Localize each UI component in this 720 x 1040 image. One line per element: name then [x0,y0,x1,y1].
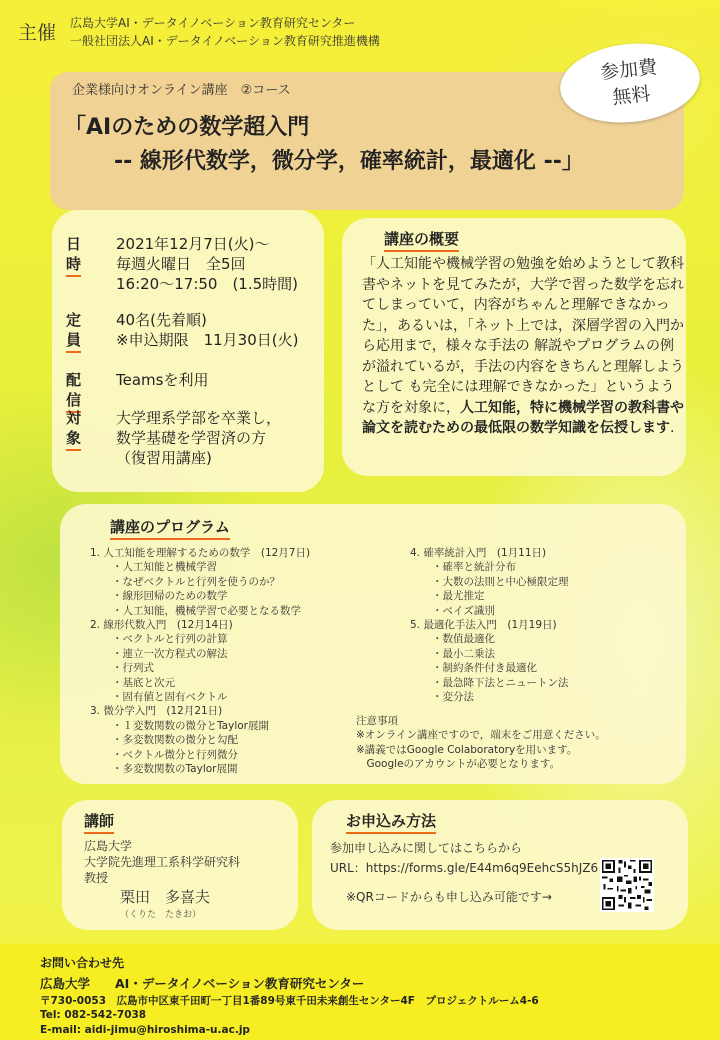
info-delivery-line: Teamsを利用 [116,371,209,389]
apply-card [312,800,688,930]
info-date-key: 日時 [66,234,81,277]
program-session: 4. 確率統計入門 (1月11日) [410,547,547,559]
program-topic: ・行列式 [112,662,154,675]
info-capacity-key: 定員 [66,310,81,353]
organizer-line: 一般社団法人AI・データイノベーション教育研究推進機構 [70,34,380,48]
organizer-line: 広島大学AI・データイノベーション教育研究センター [70,16,356,30]
qr-note: ※QRコードからも申し込み可能です→ [346,890,552,904]
program-topic: ・固有値と固有ベクトル [112,691,228,704]
fee-value: 無料 [611,83,652,109]
program-topic: ・多変数関数のTaylor展開 [112,763,238,776]
overview-card [342,218,686,476]
program-topic: ・数值最適化 [432,633,495,646]
program-topic: ・ベクトルと行列の計算 [112,633,228,646]
program-topic: ・最急降下法とニュートン法 [432,676,569,689]
lecturer-line: 広島大学 [84,839,133,853]
contact-org: 広島大学 AI・データイノベーション教育研究センター [40,976,365,991]
program-list-right [410,546,569,704]
qr-code-icon[interactable] [600,858,654,912]
contact-label: お問い合わせ先 [40,956,125,970]
course-info-card [52,210,324,492]
info-target-line: 数学基礎を学習済の方 [116,429,267,447]
info-date-line: 毎週火曜日 全5回 [116,255,246,273]
program-topic: ・基底と次元 [112,676,175,689]
info-date-value [116,234,298,294]
program-topic: ・なぜベクトルと行列を使うのか？ [112,575,280,588]
notes-heading: 注意事項 [356,715,398,727]
program-topic: ・人工知能，機械学習で必要となる数学 [112,604,301,617]
program-topic: ・人工知能と機械学習 [112,561,217,574]
notes [356,714,606,772]
info-target-line: 大学理系学部を卒業し， [116,409,282,427]
course-title: 「AIのための数学超入門 [64,115,310,140]
program-topic: ・１変数関数の微分とTaylor展開 [112,719,269,732]
notes-line: ※オンライン講座ですので，端末をご用意ください。 [356,729,606,742]
course-subtitle: -- 線形代数学，微分学，確率統計，最適化 --」 [114,149,584,174]
lecturer-name: 栗田 多喜夫 [120,888,211,906]
apply-url-link[interactable]: URL：https://forms.gle/E44m6q9EehcS5hJZ6 [330,861,599,875]
organizer-label: 主催 [18,22,57,44]
info-date-line: 2021年12月7日(火)～ [116,235,270,253]
contact-footer [0,944,720,1040]
lecturer-line: 教授 [84,871,109,885]
apply-heading: お申込み方法 [346,810,436,834]
organizer-list [70,14,380,50]
program-topic: ・最小二乗法 [432,647,495,660]
lecturer-line: 大学院先進理工系科学研究科 [84,855,241,869]
info-delivery-key: 配信 [66,370,81,413]
lecturer-heading: 講師 [84,810,114,834]
overview-emphasis: 人工知能，特に機械学習の教科書や論文を読むための最低限の数学知識を伝授します [362,399,684,436]
program-session: 3. 微分学入門 (12月21日) [90,705,223,718]
info-capacity-line: ※申込期限 11月30日(火) [116,331,299,349]
info-target-value [116,408,281,468]
program-card [60,504,686,784]
course-label: 企業様向けオンライン講座 ②コース [72,83,291,98]
program-heading: 講座のプログラム [110,516,230,540]
info-target-key: 対象 [66,408,81,451]
contact-tel: Tel: 082-542-7038 [40,1009,147,1021]
lecturer-name-reading: （くりた たきお） [120,910,202,920]
lecturer-card [62,800,298,930]
info-target-line: （復習用講座) [116,449,212,467]
program-topic: ・大数の法則と中心極限定理 [432,575,569,588]
overview-body: 「人工知能や機械学習の勉強を始めようとして教科書やネットを見てみたが，大学で習った数学を忘れてしまっていて，内容がちゃんと理解できなかった」，あるいは，「ネット上では，深層学習の入門から応用まで，様々な手法の 解説やプログラムの例が溢れているが，手法の内容をきちんと理解しようとして も完全には理解できなかった」というような方を対象に， [362,256,684,416]
program-topic: ・変分法 [432,691,474,704]
notes-line: Googleのアカウントが必要となります。 [356,758,561,771]
info-delivery-value [116,370,208,390]
program-list-left [90,546,310,777]
program-session: 5. 最適化手法入門 (1月19日) [410,619,557,632]
program-session: 2. 線形代数入門 (12月14日) [90,619,233,632]
info-date-line: 16:20～17:50 (1.5時間) [116,275,299,293]
apply-line: 参加申し込みに関してはこちらから [330,841,523,855]
apply-info [330,838,598,878]
program-topic: ・制約条件付き最適化 [432,662,537,675]
program-topic: ・多変数関数の微分と勾配 [112,734,238,747]
fee-label: 参加費 [599,56,659,84]
program-topic: ・ベクトル微分と行列微分 [112,748,238,761]
overview-text: 「人工知能や機械学習の勉強を始めようとして教科書やネットを見てみたが，大学で習った数学を忘れてしまっていて，内容がちゃんと理解できなかった」，あるいは，「ネット上では，深層学習の入門から応用まで，様々な手法の 解説やプログラムの例が溢れているが，手法の内容をきちんと理解しようとして も完全には理解できなかった」というような方を対象に，人工知能，特に機械学習の教科書や論文を読むための最低限の数学知識を伝授します. [362,256,684,436]
contact-address: 〒730-0053 広島市中区東千田町一丁目1番89号東千田未来創生センター4F プロジェクトルーム4-6 [40,995,539,1007]
notes-line: ※講義ではGoogle Colaboratoryを用います。 [356,743,578,756]
info-capacity-value [116,310,298,350]
program-topic: ・連立一次方程式の解法 [112,647,228,660]
program-topic: ・線形回帰のための数学 [112,590,228,603]
program-session: 1. 人工知能を理解するための数学 (12月7日) [90,547,311,559]
contact-email[interactable]: E-mail: aidi-jimu@hiroshima-u.ac.jp [40,1024,250,1036]
info-capacity-line: 40名(先着順) [116,311,207,329]
program-topic: ・ベイズ識別 [432,604,495,617]
overview-heading: 講座の概要 [384,228,459,252]
lecturer-affiliation [84,838,240,886]
program-topic: ・最尤推定 [432,590,485,603]
program-topic: ・確率と統計分布 [432,561,516,574]
